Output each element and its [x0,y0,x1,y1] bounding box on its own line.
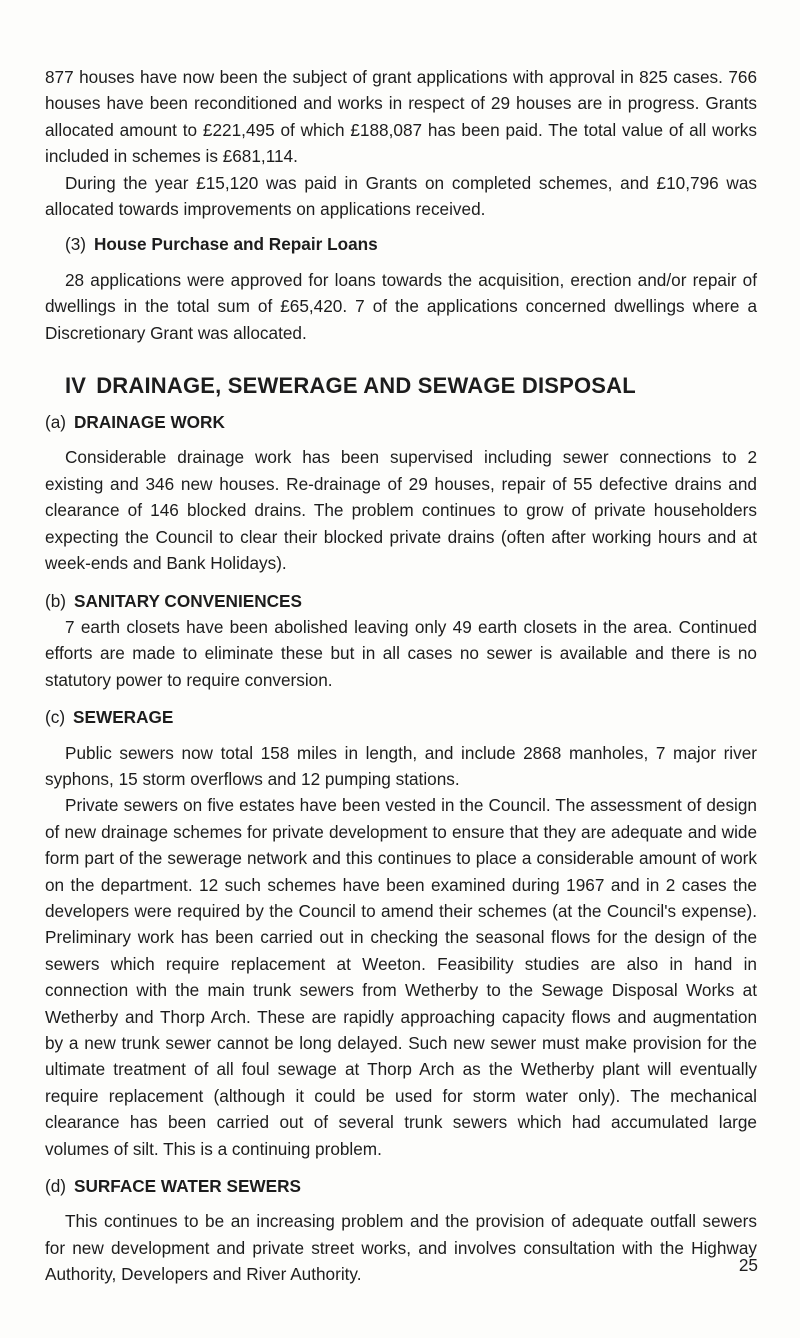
loans-heading-title: House Purchase and Repair Loans [94,234,378,255]
sanitary-heading-title: SANITARY CONVENIENCES [74,590,302,611]
sewerage-heading [45,704,757,730]
sewerage-heading-label: (c) [45,707,66,728]
sewerage-paragraph-2: Private sewers on five estates have been vested in the Council. The assessment of design of new drainage schemes for private development to ensure that they are adequate and wide form part of the sewerage network and this continues to place a considerable amount of work on the department. 12 such schemes have been examined during 1967 and in 2 cases the developers were required by the Council to amend their schemes (at the Council's expense). Preliminary work has been carried out in checking the seasonal flows for the design of the sewers which require replacement at Weeton. Feasibility studies are also in hand in connection with the main trunk sewers from Wetherby to the Sewage Disposal Works at Wetherby and Thorp Arch. These are rapidly approaching capacity flows and augmentation by a new trunk sewer cannot be long delayed. Such new sewer must make provision for the ultimate treatment of all foul sewage at Thorp Arch as the Wetherby plant will eventually require replacement (although it could be used for storm water only). The mechanical clearance has been carried out of several trunk sewers which had accumulated large volumes of silt. This is a continuing problem. [45,795,757,1159]
drainage-paragraph: Considerable drainage work has been supervised including sewer connections to 2 existing and 346 new houses. Re-drainage of 29 houses, repair of 55 defective drains and clearance of 146 blocked drains. The problem continues to grow of private householders expecting the Council to clear their blocked private drains (often after working hours and at week-ends and Bank Holidays). [45,447,757,574]
page-number: 25 [738,1255,758,1275]
sewerage-paragraph-1: Public sewers now total 158 miles in length, and include 2868 manholes, 7 major river syphons, 15 storm overflows and 12 pumping stations. [45,742,757,789]
loans-heading [45,231,757,257]
section-iv-heading [45,372,757,400]
sanitary-heading [45,588,757,614]
intro-paragraph-2: During the year £15,120 was paid in Grants on completed schemes, and £10,796 was allocated towards improvements on applications received. [45,172,757,220]
loans-heading-label: (3) [65,234,87,255]
sewerage-heading-title: SEWERAGE [73,707,174,728]
surface-water-heading-label: (d) [45,1176,67,1197]
section-iv-title: DRAINAGE, SEWERAGE AND SEWAGE DISPOSAL [96,373,636,399]
drainage-heading [45,409,757,435]
section-iv-number: IV [65,373,87,399]
document-page [45,64,757,1288]
surface-water-heading-title: SURFACE WATER SEWERS [74,1176,301,1197]
drainage-heading-title: DRAINAGE WORK [74,412,225,433]
loans-paragraph: 28 applications were approved for loans towards the acquisition, erection and/or repair of dwellings in the total sum of £65,420. 7 of the applications concerned dwellings where a Discretionary Grant was allocated. [45,269,757,343]
drainage-heading-label: (a) [45,412,67,433]
surface-water-heading [45,1173,757,1199]
surface-water-paragraph: This continues to be an increasing problem and the provision of adequate outfall sewers for new development and private street works, and involves consultation with the Highway Authority, Developers and River Authority. [45,1211,757,1285]
sanitary-heading-label: (b) [45,590,67,611]
intro-paragraph-1: 877 houses have now been the subject of grant applications with approval in 825 cases. 766 houses have been reconditioned and works in respect of 29 houses are in progress. Grants allocated amount to £221,495 of which £188,087 has been paid. The total value of all works included in schemes is £681,114. [45,67,757,167]
sanitary-paragraph: 7 earth closets have been abolished leaving only 49 earth closets in the area. Continued efforts are made to eliminate these but in all cases no sewer is available and there is no statutory power to require conversion. [45,616,757,690]
